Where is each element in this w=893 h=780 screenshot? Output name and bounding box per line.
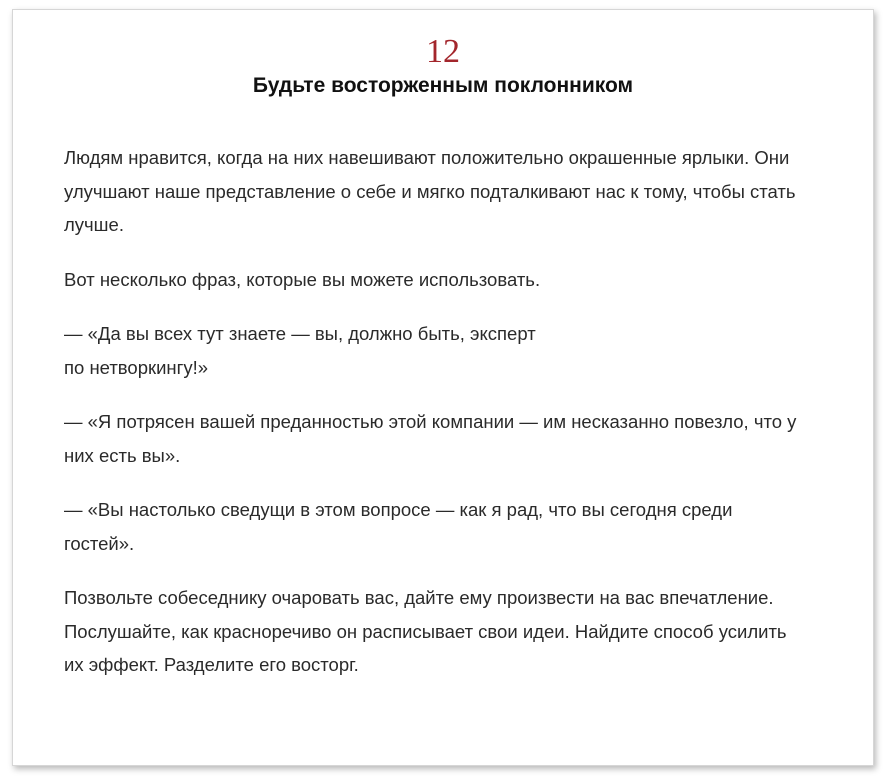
chapter-number: 12 [426, 33, 460, 70]
paragraph-conclusion: Позвольте собеседнику очаровать вас, дайте ему произвести на вас впечатление. Послушайте, как красноречиво он расписывает свои идеи. Найдите способ усилить их эффект. Разделите его восторг. [64, 587, 787, 675]
page-card [12, 9, 874, 766]
quote-expertise: — «Вы настолько сведущи в этом вопросе — как я рад, что вы сегодня среди гостей». [64, 499, 733, 554]
quote-networking: — «Да вы всех тут знаете — вы, должно быть, эксперт по нетворкингу!» [64, 323, 536, 378]
chapter-body [64, 141, 804, 682]
chapter-title: Будьте восторженным поклонником [252, 74, 634, 97]
paragraph-intro: Людям нравится, когда на них навешивают положительно окрашенные ярлыки. Они улучшают наше представление о себе и мягко подталкивают нас к тому, чтобы стать лучше. [64, 147, 796, 235]
quote-devotion: — «Я потрясен вашей преданностью этой компании — им несказанно повезло, что у них есть вы». [64, 411, 797, 466]
paragraph-phrases-lead: Вот несколько фраз, которые вы можете использовать. [64, 268, 541, 290]
